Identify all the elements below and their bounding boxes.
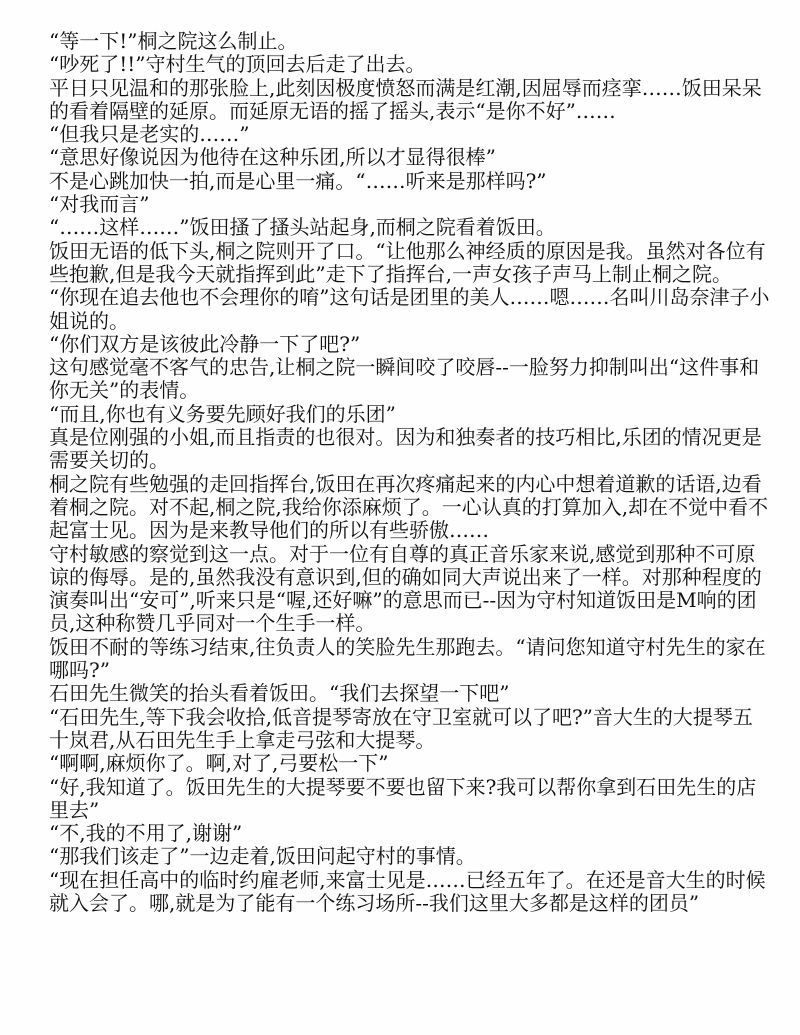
paragraph: “而且,你也有义务要先顾好我们的乐团”: [49, 401, 396, 426]
paragraph: “不,我的不用了,谢谢”: [49, 821, 243, 846]
paragraph: “你们双方是该彼此冷静一下了吧?”: [49, 331, 361, 356]
paragraph: “……这样……”饭田搔了搔头站起身,而桐之院看着饭田。: [49, 215, 556, 240]
paragraph: “好,我知道了。饭田先生的大提琴要不要也留下来?我可以帮你拿到石田先生的店里去”: [49, 774, 757, 822]
paragraph: “啊啊,麻烦你了。啊,对了,弓要松一下”: [49, 751, 389, 776]
paragraph: 真是位刚强的小姐,而且指责的也很对。因为和独奏者的技巧相比,乐团的情况更是需要关切的。: [49, 425, 762, 473]
paragraph: “吵死了!!”守村生气的顶回去后走了出去。: [49, 52, 426, 77]
paragraph: 桐之院有些勉强的走回指挥台,饭田在再次疼痛起来的内心中想着道歉的话语,边看着桐之院。对不起,桐之院,我给你添麻烦了。一心认真的打算加入,却在不觉中看不起富士见。因为是来教导他们的所以有些骄傲……: [49, 471, 769, 543]
paragraph: 饭田无语的低下头,桐之院则开了口。“让他那么神经质的原因是我。虽然对各位有些抱歉,但是我今天就指挥到此”走下了指挥台,一声女孩子声马上制止桐之院。: [49, 238, 766, 286]
paragraph: 不是心跳加快一拍,而是心里一痛。“……听来是那样吗?”: [49, 168, 547, 193]
paragraph: “那我们该走了”一边走着,饭田问起守村的事情。: [49, 844, 476, 869]
paragraph: 平日只见温和的那张脸上,此刻因极度愤怒而满是红潮,因屈辱而痉挛……饭田呆呆的看着隔壁的延原。而延原无语的摇了摇头,表示“是你不好”……: [49, 75, 762, 123]
paragraph: “但我只是老实的……”: [49, 122, 250, 147]
paragraph: “等一下!”桐之院这么制止。: [49, 29, 298, 53]
paragraph: “现在担任高中的临时约雇老师,来富士见是……已经五年了。在还是音大生的时候就入会了。哪,就是为了能有一个练习场所--我们这里大多都是这样的团员”: [49, 867, 766, 915]
paragraph: 守村敏感的察觉到这一点。对于一位有自尊的真正音乐家来说,感觉到那种不可原谅的侮辱。是的,虽然我没有意识到,但的确如同大声说出来了一样。对那种程度的演奏叫出“安可”,听来只是“喔,还好嘛”的意思而已--因为守村知道饭田是M响的团员,这种称赞几乎同对一个生手一样。: [49, 541, 762, 636]
paragraph: “石田先生,等下我会收拾,低音提琴寄放在守卫室就可以了吧?”音大生的大提琴五十岚君,从石田先生手上拿走弓弦和大提琴。: [49, 704, 753, 752]
paragraph: “对我而言”: [49, 192, 150, 217]
paragraph: “意思好像说因为他待在这种乐团,所以才显得很棒”: [49, 145, 496, 170]
novel-text-body: [49, 30, 771, 915]
paragraph: “你现在追去他也不会理你的唷”这句话是团里的美人……嗯……名叫川岛奈津子小姐说的。: [49, 285, 770, 333]
paragraph: 石田先生微笑的抬头看着饭田。“我们去探望一下吧”: [49, 681, 510, 706]
paragraph: 饭田不耐的等练习结束,往负责人的笑脸先生那跑去。“请问您知道守村先生的家在哪吗?”: [49, 634, 766, 683]
paragraph: 这句感觉毫不客气的忠告,让桐之院一瞬间咬了咬唇--一脸努力抑制叫出“这件事和你无关”的表情。: [49, 355, 760, 403]
